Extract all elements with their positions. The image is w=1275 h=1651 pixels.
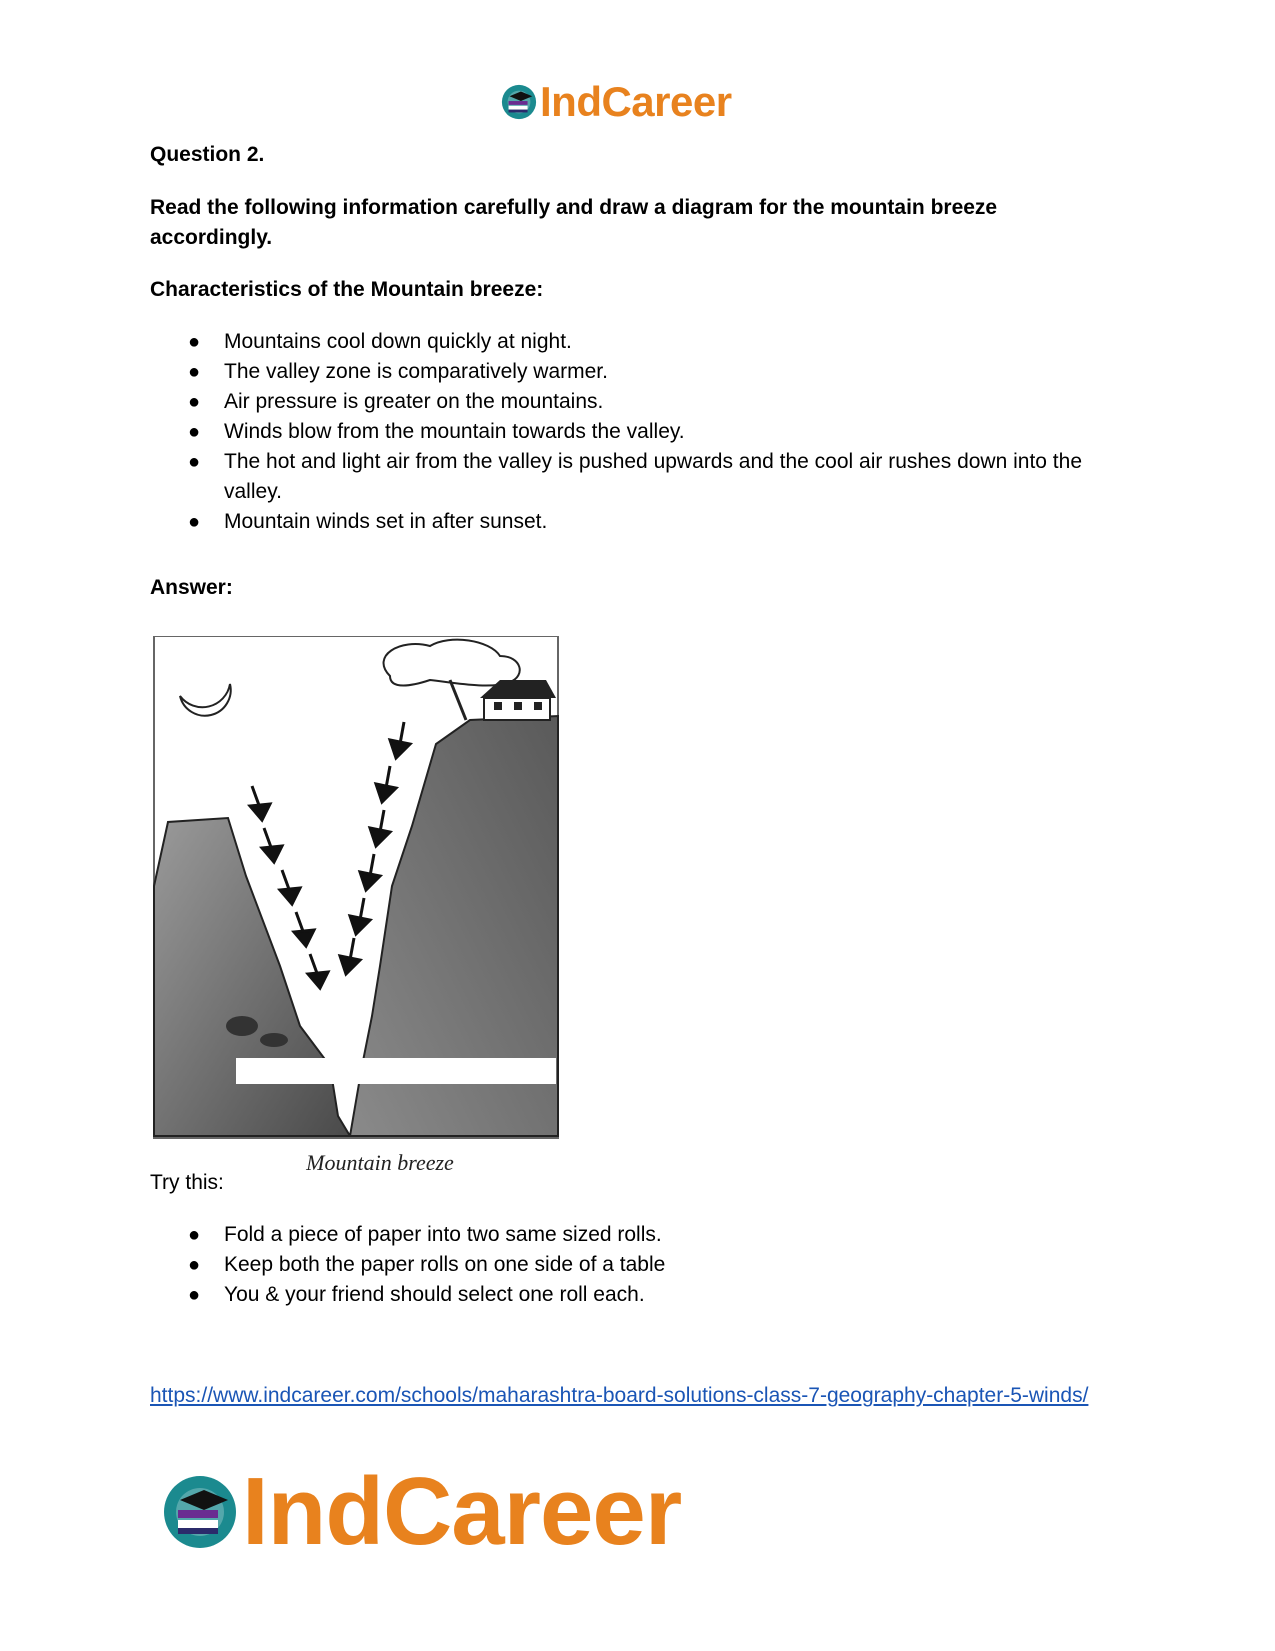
indcareer-logo-icon <box>160 1472 240 1552</box>
list-item: ● Winds blow from the mountain towards the valley. <box>188 420 685 443</box>
question-number: Question 2. <box>150 143 265 166</box>
list-item: ● Fold a piece of paper into two same sized rolls. <box>188 1223 662 1246</box>
try-this-list <box>150 1220 1130 1310</box>
figure-caption: Mountain breeze <box>306 1150 454 1175</box>
answer-heading: Answer: <box>150 576 233 599</box>
list-item: ● Mountain winds set in after sunset. <box>188 510 548 533</box>
indcareer-logo-icon <box>500 83 538 121</box>
characteristics-list <box>150 327 1130 537</box>
list-item: ● The hot and light air from the valley is pushed upwards and the cool air rushes down into the valley. <box>188 450 1082 503</box>
source-link[interactable]: https://www.indcareer.com/schools/maharashtra-board-solutions-class-7-geography-chapter-5-winds/ <box>150 1384 1089 1407</box>
mountain-breeze-diagram <box>150 636 590 1196</box>
list-item: ● Keep both the paper rolls on one side of a table <box>188 1253 666 1276</box>
footer-logo <box>160 1458 682 1565</box>
brand-wordmark: IndCareer <box>242 1458 682 1565</box>
header-logo <box>500 78 732 126</box>
list-item: ● You & your friend should select one roll each. <box>188 1283 645 1306</box>
try-this-heading: Try this: <box>150 1171 224 1194</box>
mountain-breeze-illustration <box>150 636 590 1196</box>
brand-wordmark: IndCareer <box>540 78 732 125</box>
list-item: ● Air pressure is greater on the mountains. <box>188 390 604 413</box>
question-prompt: Read the following information carefully and draw a diagram for the mountain breeze accordingly. <box>150 196 998 249</box>
list-item: ● The valley zone is comparatively warmer. <box>188 360 608 383</box>
list-item: ● Mountains cool down quickly at night. <box>188 330 572 353</box>
characteristics-heading: Characteristics of the Mountain breeze: <box>150 278 544 301</box>
